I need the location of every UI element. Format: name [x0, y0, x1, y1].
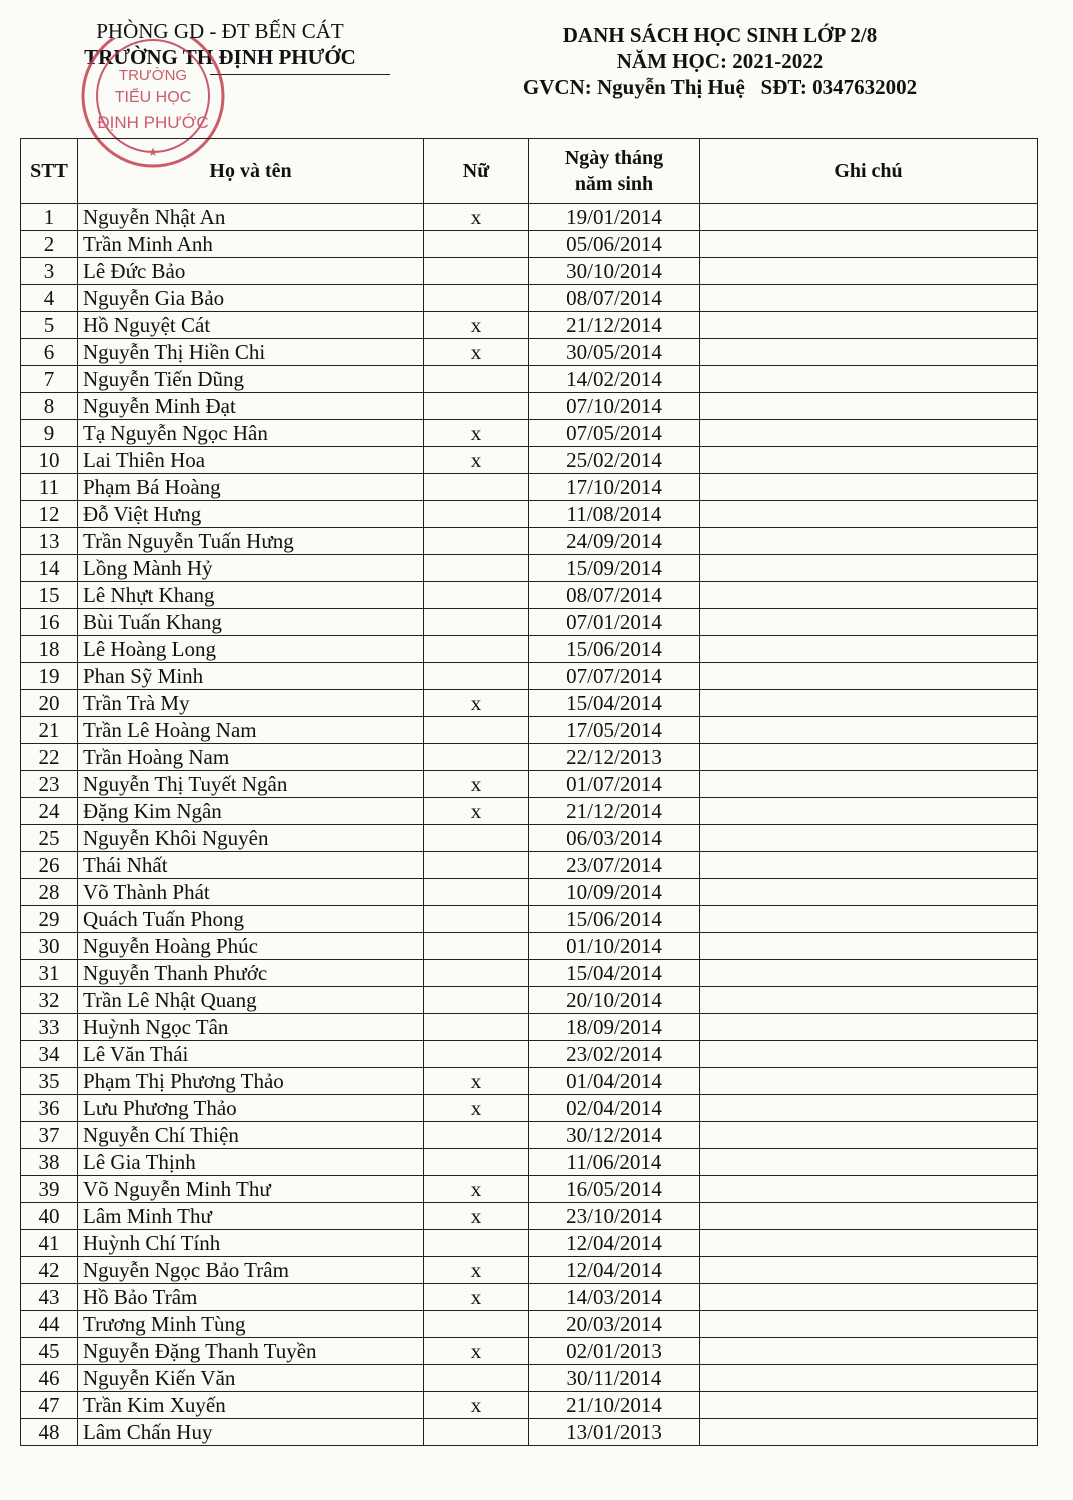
cell-female: [424, 582, 529, 609]
cell-name: Nguyễn Thị Hiền Chi: [78, 339, 424, 366]
cell-stt: 43: [21, 1284, 78, 1311]
cell-female: [424, 393, 529, 420]
cell-female: x: [424, 1284, 529, 1311]
cell-name: Trần Nguyễn Tuấn Hưng: [78, 528, 424, 555]
cell-note: [700, 1095, 1038, 1122]
cell-note: [700, 1122, 1038, 1149]
cell-name: Nguyễn Thị Tuyết Ngân: [78, 771, 424, 798]
cell-female: [424, 1365, 529, 1392]
cell-name: Phạm Bá Hoàng: [78, 474, 424, 501]
cell-dob: 02/01/2013: [529, 1338, 700, 1365]
cell-dob: 25/02/2014: [529, 447, 700, 474]
cell-note: [700, 474, 1038, 501]
table-row: [21, 204, 1038, 231]
seal-line-1: TRƯỜNG: [118, 67, 188, 84]
cell-dob: 07/07/2014: [529, 663, 700, 690]
cell-female: [424, 609, 529, 636]
cell-stt: 29: [21, 906, 78, 933]
cell-note: [700, 339, 1038, 366]
table-header-row: [21, 139, 1038, 204]
table-row: [21, 1257, 1038, 1284]
cell-dob: 01/07/2014: [529, 771, 700, 798]
table-row: [21, 879, 1038, 906]
cell-note: [700, 420, 1038, 447]
cell-note: [700, 744, 1038, 771]
cell-female: x: [424, 798, 529, 825]
table-row: [21, 852, 1038, 879]
cell-dob: 23/02/2014: [529, 1041, 700, 1068]
cell-name: Đặng Kim Ngân: [78, 798, 424, 825]
cell-note: [700, 258, 1038, 285]
cell-stt: 1: [21, 204, 78, 231]
cell-dob: 24/09/2014: [529, 528, 700, 555]
header-name: Họ và tên: [78, 139, 424, 204]
cell-female: [424, 528, 529, 555]
table-row: [21, 609, 1038, 636]
header-dob-line-2: năm sinh: [574, 173, 654, 195]
cell-note: [700, 771, 1038, 798]
table-row: [21, 987, 1038, 1014]
table-row: [21, 1284, 1038, 1311]
table-row: [21, 1338, 1038, 1365]
cell-name: Trần Trà My: [78, 690, 424, 717]
cell-stt: 21: [21, 717, 78, 744]
table-row: [21, 366, 1038, 393]
cell-female: [424, 933, 529, 960]
table-row: [21, 258, 1038, 285]
table-row: [21, 717, 1038, 744]
cell-note: [700, 528, 1038, 555]
cell-note: [700, 366, 1038, 393]
cell-note: [700, 1149, 1038, 1176]
cell-note: [700, 1311, 1038, 1338]
cell-name: Nguyễn Hoàng Phúc: [78, 933, 424, 960]
table-row: [21, 1392, 1038, 1419]
cell-note: [700, 231, 1038, 258]
cell-female: [424, 1014, 529, 1041]
cell-dob: 20/03/2014: [529, 1311, 700, 1338]
cell-female: [424, 1149, 529, 1176]
cell-stt: 25: [21, 825, 78, 852]
cell-name: Trần Kim Xuyến: [78, 1392, 424, 1419]
cell-dob: 05/06/2014: [529, 231, 700, 258]
cell-name: Nguyễn Minh Đạt: [78, 393, 424, 420]
cell-note: [700, 852, 1038, 879]
table-row: [21, 1041, 1038, 1068]
cell-note: [700, 447, 1038, 474]
table-row: [21, 933, 1038, 960]
cell-stt: 18: [21, 636, 78, 663]
cell-note: [700, 879, 1038, 906]
cell-dob: 07/01/2014: [529, 609, 700, 636]
cell-dob: 22/12/2013: [529, 744, 700, 771]
table-row: [21, 1122, 1038, 1149]
cell-stt: 36: [21, 1095, 78, 1122]
cell-note: [700, 987, 1038, 1014]
cell-stt: 35: [21, 1068, 78, 1095]
cell-stt: 23: [21, 771, 78, 798]
cell-dob: 30/12/2014: [529, 1122, 700, 1149]
cell-female: [424, 1041, 529, 1068]
cell-name: Trần Hoàng Nam: [78, 744, 424, 771]
cell-dob: 08/07/2014: [529, 582, 700, 609]
table-row: [21, 771, 1038, 798]
table-row: [21, 501, 1038, 528]
cell-dob: 01/04/2014: [529, 1068, 700, 1095]
cell-note: [700, 609, 1038, 636]
cell-note: [700, 1365, 1038, 1392]
cell-name: Nguyễn Chí Thiện: [78, 1122, 424, 1149]
cell-dob: 07/05/2014: [529, 420, 700, 447]
cell-female: x: [424, 1338, 529, 1365]
cell-note: [700, 1176, 1038, 1203]
cell-female: x: [424, 1203, 529, 1230]
table-row: [21, 582, 1038, 609]
cell-name: Nguyễn Ngọc Bảo Trâm: [78, 1257, 424, 1284]
cell-stt: 2: [21, 231, 78, 258]
cell-female: [424, 1122, 529, 1149]
cell-note: [700, 501, 1038, 528]
cell-note: [700, 1068, 1038, 1095]
header-note: Ghi chú: [700, 139, 1038, 204]
table-row: [21, 420, 1038, 447]
cell-note: [700, 663, 1038, 690]
cell-note: [700, 717, 1038, 744]
cell-name: Đỗ Việt Hưng: [78, 501, 424, 528]
cell-dob: 23/10/2014: [529, 1203, 700, 1230]
cell-female: [424, 906, 529, 933]
cell-female: [424, 231, 529, 258]
cell-name: Nguyễn Kiến Văn: [78, 1365, 424, 1392]
cell-note: [700, 1392, 1038, 1419]
cell-stt: 41: [21, 1230, 78, 1257]
cell-name: Lâm Minh Thư: [78, 1203, 424, 1230]
cell-stt: 40: [21, 1203, 78, 1230]
cell-dob: 11/08/2014: [529, 501, 700, 528]
cell-note: [700, 555, 1038, 582]
cell-name: Lai Thiên Hoa: [78, 447, 424, 474]
cell-female: x: [424, 1095, 529, 1122]
cell-name: Bùi Tuấn Khang: [78, 609, 424, 636]
cell-name: Võ Nguyễn Minh Thư: [78, 1176, 424, 1203]
cell-stt: 7: [21, 366, 78, 393]
header-dob-line-1: Ngày tháng: [564, 147, 664, 169]
cell-female: [424, 555, 529, 582]
document-title: DANH SÁCH HỌC SINH LỚP 2/8: [562, 23, 878, 47]
school-name: TRƯỜNG TH ĐỊNH PHƯỚC: [84, 45, 356, 69]
cell-name: Thái Nhất: [78, 852, 424, 879]
document-header-right: [470, 22, 970, 100]
cell-note: [700, 1284, 1038, 1311]
table-row: [21, 1176, 1038, 1203]
cell-name: Lê Gia Thịnh: [78, 1149, 424, 1176]
cell-dob: 10/09/2014: [529, 879, 700, 906]
table-row: [21, 1014, 1038, 1041]
cell-dob: 23/07/2014: [529, 852, 700, 879]
cell-stt: 8: [21, 393, 78, 420]
cell-name: Hồ Bảo Trâm: [78, 1284, 424, 1311]
table-row: [21, 231, 1038, 258]
cell-stt: 30: [21, 933, 78, 960]
cell-note: [700, 204, 1038, 231]
table-row: [21, 528, 1038, 555]
cell-female: [424, 987, 529, 1014]
cell-dob: 30/05/2014: [529, 339, 700, 366]
cell-stt: 19: [21, 663, 78, 690]
cell-name: Lồng Mành Hỷ: [78, 555, 424, 582]
table-row: [21, 1068, 1038, 1095]
table-row: [21, 1419, 1038, 1446]
table-row: [21, 744, 1038, 771]
cell-female: [424, 1311, 529, 1338]
cell-stt: 38: [21, 1149, 78, 1176]
cell-female: [424, 1419, 529, 1446]
cell-stt: 47: [21, 1392, 78, 1419]
cell-dob: 15/06/2014: [529, 636, 700, 663]
cell-stt: 44: [21, 1311, 78, 1338]
cell-female: [424, 825, 529, 852]
cell-stt: 34: [21, 1041, 78, 1068]
cell-name: Lê Đức Bảo: [78, 258, 424, 285]
cell-female: x: [424, 420, 529, 447]
cell-note: [700, 1041, 1038, 1068]
cell-stt: 11: [21, 474, 78, 501]
cell-female: x: [424, 1068, 529, 1095]
table-row: [21, 690, 1038, 717]
cell-dob: 21/12/2014: [529, 312, 700, 339]
table-row: [21, 1095, 1038, 1122]
cell-female: x: [424, 204, 529, 231]
cell-note: [700, 1257, 1038, 1284]
cell-name: Tạ Nguyễn Ngọc Hân: [78, 420, 424, 447]
cell-female: [424, 852, 529, 879]
table-row: [21, 312, 1038, 339]
cell-name: Nguyễn Nhật An: [78, 204, 424, 231]
cell-female: [424, 474, 529, 501]
cell-female: [424, 960, 529, 987]
cell-name: Trần Lê Hoàng Nam: [78, 717, 424, 744]
cell-stt: 33: [21, 1014, 78, 1041]
cell-stt: 16: [21, 609, 78, 636]
cell-stt: 13: [21, 528, 78, 555]
table-row: [21, 636, 1038, 663]
cell-dob: 19/01/2014: [529, 204, 700, 231]
cell-name: Phạm Thị Phương Thảo: [78, 1068, 424, 1095]
cell-stt: 15: [21, 582, 78, 609]
cell-dob: 15/09/2014: [529, 555, 700, 582]
homeroom-teacher: GVCN: Nguyễn Thị Huệ SĐT: 0347632002: [522, 75, 918, 99]
cell-dob: 12/04/2014: [529, 1257, 700, 1284]
cell-dob: 08/07/2014: [529, 285, 700, 312]
cell-female: [424, 285, 529, 312]
cell-dob: 15/04/2014: [529, 960, 700, 987]
cell-name: Lê Văn Thái: [78, 1041, 424, 1068]
table-row: [21, 285, 1038, 312]
cell-name: Nguyễn Gia Bảo: [78, 285, 424, 312]
cell-female: x: [424, 1392, 529, 1419]
cell-dob: 01/10/2014: [529, 933, 700, 960]
cell-stt: 37: [21, 1122, 78, 1149]
table-row: [21, 339, 1038, 366]
cell-female: [424, 744, 529, 771]
cell-female: [424, 501, 529, 528]
cell-note: [700, 1014, 1038, 1041]
cell-dob: 06/03/2014: [529, 825, 700, 852]
student-list-table: [20, 138, 1038, 1446]
cell-stt: 32: [21, 987, 78, 1014]
cell-dob: 14/02/2014: [529, 366, 700, 393]
table-row: [21, 825, 1038, 852]
cell-female: x: [424, 1176, 529, 1203]
cell-stt: 31: [21, 960, 78, 987]
table-row: [21, 393, 1038, 420]
cell-note: [700, 906, 1038, 933]
department-name: PHÒNG GD - ĐT BẾN CÁT: [96, 19, 344, 43]
table-row: [21, 798, 1038, 825]
cell-stt: 26: [21, 852, 78, 879]
cell-female: x: [424, 1257, 529, 1284]
school-year: NĂM HỌC: 2021-2022: [616, 49, 824, 73]
cell-dob: 21/12/2014: [529, 798, 700, 825]
cell-name: Lưu Phương Thảo: [78, 1095, 424, 1122]
cell-note: [700, 798, 1038, 825]
cell-note: [700, 1203, 1038, 1230]
cell-note: [700, 285, 1038, 312]
cell-dob: 30/11/2014: [529, 1365, 700, 1392]
cell-dob: 07/10/2014: [529, 393, 700, 420]
cell-stt: 5: [21, 312, 78, 339]
cell-name: Phan Sỹ Minh: [78, 663, 424, 690]
table-row: [21, 1365, 1038, 1392]
cell-name: Quách Tuấn Phong: [78, 906, 424, 933]
cell-dob: 21/10/2014: [529, 1392, 700, 1419]
cell-name: Huỳnh Chí Tính: [78, 1230, 424, 1257]
cell-dob: 15/06/2014: [529, 906, 700, 933]
cell-dob: 13/01/2013: [529, 1419, 700, 1446]
cell-stt: 28: [21, 879, 78, 906]
cell-stt: 20: [21, 690, 78, 717]
header-dob: [529, 139, 700, 204]
cell-female: [424, 366, 529, 393]
header-stt: STT: [21, 139, 78, 204]
header-female: Nữ: [424, 139, 529, 204]
cell-stt: 4: [21, 285, 78, 312]
cell-dob: 14/03/2014: [529, 1284, 700, 1311]
cell-stt: 6: [21, 339, 78, 366]
cell-name: Nguyễn Đặng Thanh Tuyền: [78, 1338, 424, 1365]
cell-stt: 3: [21, 258, 78, 285]
table-row: [21, 1230, 1038, 1257]
seal-star: ★: [147, 145, 159, 159]
seal-line-2: TIỂU HỌC: [114, 89, 192, 106]
cell-stt: 39: [21, 1176, 78, 1203]
cell-dob: 17/05/2014: [529, 717, 700, 744]
cell-dob: 12/04/2014: [529, 1230, 700, 1257]
cell-female: [424, 663, 529, 690]
cell-dob: 30/10/2014: [529, 258, 700, 285]
cell-name: Lâm Chấn Huy: [78, 1419, 424, 1446]
cell-note: [700, 960, 1038, 987]
table-row: [21, 1311, 1038, 1338]
table-row: [21, 663, 1038, 690]
cell-name: Huỳnh Ngọc Tân: [78, 1014, 424, 1041]
cell-note: [700, 933, 1038, 960]
cell-note: [700, 636, 1038, 663]
table-row: [21, 1203, 1038, 1230]
cell-dob: 11/06/2014: [529, 1149, 700, 1176]
cell-note: [700, 825, 1038, 852]
cell-dob: 17/10/2014: [529, 474, 700, 501]
cell-stt: 14: [21, 555, 78, 582]
cell-stt: 45: [21, 1338, 78, 1365]
cell-dob: 18/09/2014: [529, 1014, 700, 1041]
table-row: [21, 474, 1038, 501]
cell-female: x: [424, 312, 529, 339]
table-row: [21, 906, 1038, 933]
cell-note: [700, 582, 1038, 609]
cell-stt: 10: [21, 447, 78, 474]
cell-dob: 02/04/2014: [529, 1095, 700, 1122]
cell-name: Trần Minh Anh: [78, 231, 424, 258]
cell-stt: 46: [21, 1365, 78, 1392]
cell-note: [700, 1230, 1038, 1257]
cell-note: [700, 393, 1038, 420]
cell-name: Nguyễn Tiến Dũng: [78, 366, 424, 393]
table-row: [21, 960, 1038, 987]
cell-female: x: [424, 339, 529, 366]
cell-name: Nguyễn Thanh Phước: [78, 960, 424, 987]
cell-dob: 20/10/2014: [529, 987, 700, 1014]
cell-note: [700, 1419, 1038, 1446]
cell-name: Lê Nhựt Khang: [78, 582, 424, 609]
table-row: [21, 555, 1038, 582]
cell-female: [424, 258, 529, 285]
cell-female: [424, 717, 529, 744]
cell-female: x: [424, 447, 529, 474]
cell-female: x: [424, 690, 529, 717]
cell-dob: 15/04/2014: [529, 690, 700, 717]
cell-stt: 12: [21, 501, 78, 528]
cell-name: Nguyễn Khôi Nguyên: [78, 825, 424, 852]
table-row: [21, 447, 1038, 474]
cell-stt: 42: [21, 1257, 78, 1284]
cell-female: [424, 1230, 529, 1257]
cell-female: [424, 636, 529, 663]
cell-name: Hồ Nguyệt Cát: [78, 312, 424, 339]
cell-name: Võ Thành Phát: [78, 879, 424, 906]
cell-note: [700, 1338, 1038, 1365]
cell-stt: 9: [21, 420, 78, 447]
seal-line-3: ĐỊNH PHƯỚC: [97, 113, 209, 132]
cell-name: Trương Minh Tùng: [78, 1311, 424, 1338]
cell-female: [424, 879, 529, 906]
cell-stt: 24: [21, 798, 78, 825]
cell-name: Lê Hoàng Long: [78, 636, 424, 663]
cell-dob: 16/05/2014: [529, 1176, 700, 1203]
cell-stt: 48: [21, 1419, 78, 1446]
cell-female: x: [424, 771, 529, 798]
cell-stt: 22: [21, 744, 78, 771]
cell-note: [700, 690, 1038, 717]
table-row: [21, 1149, 1038, 1176]
cell-note: [700, 312, 1038, 339]
cell-name: Trần Lê Nhật Quang: [78, 987, 424, 1014]
